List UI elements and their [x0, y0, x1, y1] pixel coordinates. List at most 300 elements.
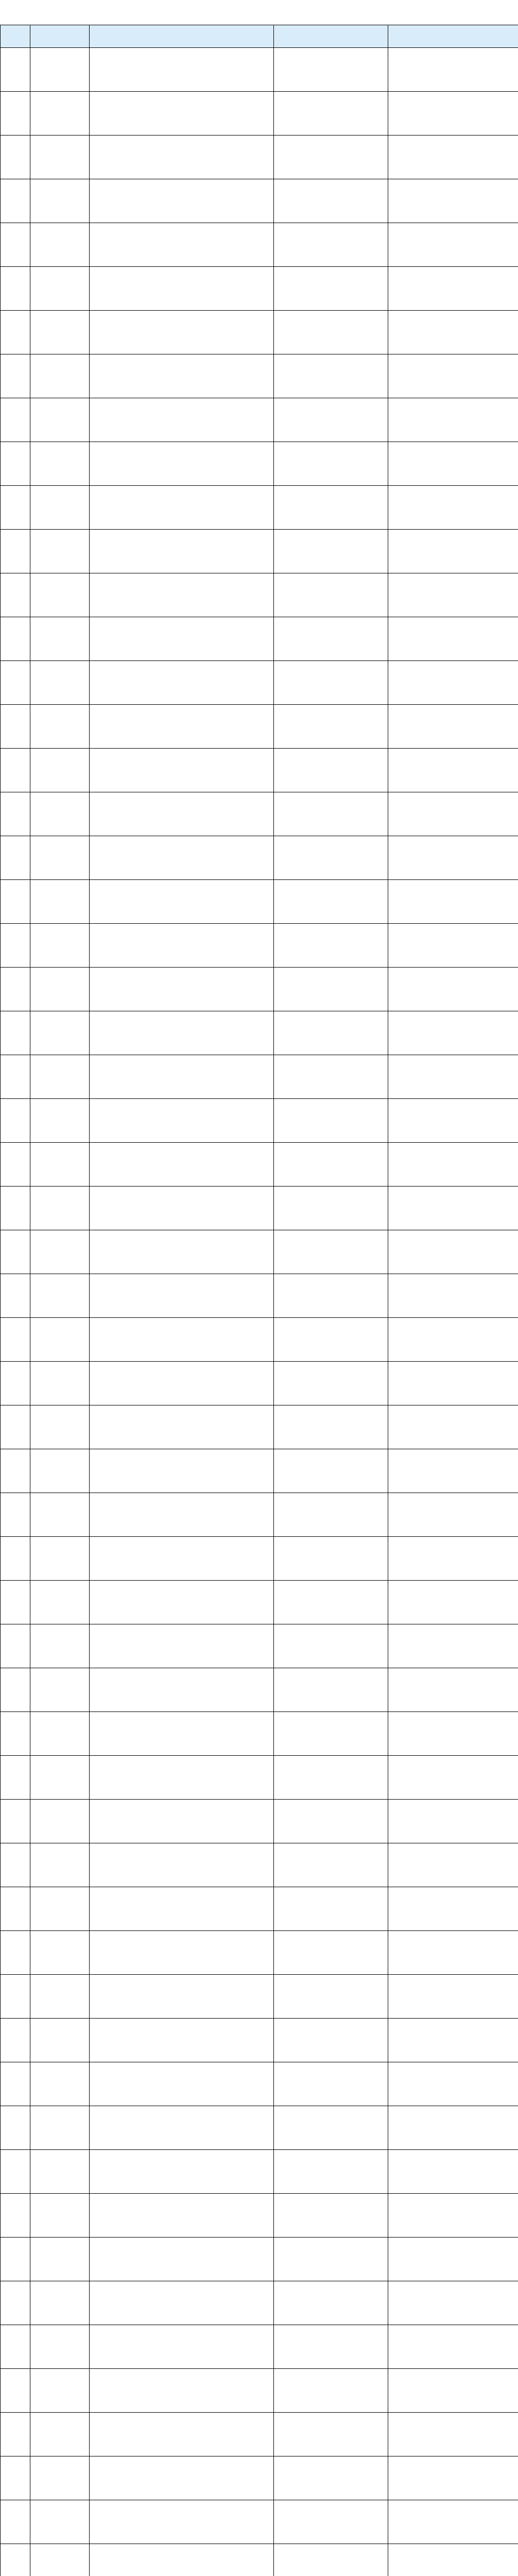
- table-row: [1, 1712, 518, 1756]
- table-row: [1, 1931, 518, 1975]
- cell-batch: [274, 1187, 388, 1230]
- table-row: [1, 2456, 518, 2500]
- cell-index: [1, 617, 30, 661]
- cell-quarter: [388, 530, 518, 573]
- table-row: [1, 2369, 518, 2413]
- cell-quarter: [388, 135, 518, 179]
- cell-batch: [274, 2544, 388, 2576]
- cell-index: [1, 48, 30, 92]
- cell-batch: [274, 442, 388, 486]
- cell-code: [30, 135, 90, 179]
- cell-quarter: [388, 1055, 518, 1099]
- cell-batch: [274, 1581, 388, 1624]
- cell-name: [90, 530, 274, 573]
- cell-name: [90, 1405, 274, 1449]
- cell-index: [1, 1405, 30, 1449]
- cell-batch: [274, 1843, 388, 1887]
- cell-batch: [274, 573, 388, 617]
- cell-quarter: [388, 2062, 518, 2106]
- cell-code: [30, 880, 90, 924]
- cell-name: [90, 1931, 274, 1975]
- cell-batch: [274, 1405, 388, 1449]
- cell-quarter: [388, 1011, 518, 1055]
- cell-name: [90, 1581, 274, 1624]
- cell-name: [90, 2194, 274, 2238]
- cell-name: [90, 749, 274, 792]
- cell-name: [90, 311, 274, 354]
- cell-batch: [274, 486, 388, 530]
- cell-batch: [274, 2413, 388, 2456]
- cell-batch: [274, 2062, 388, 2106]
- cell-name: [90, 2544, 274, 2576]
- cell-index: [1, 135, 30, 179]
- cell-batch: [274, 1887, 388, 1931]
- cell-code: [30, 311, 90, 354]
- cell-name: [90, 1187, 274, 1230]
- cell-index: [1, 2019, 30, 2062]
- cell-quarter: [388, 311, 518, 354]
- cell-batch: [274, 617, 388, 661]
- cell-code: [30, 2062, 90, 2106]
- cell-name: [90, 486, 274, 530]
- cell-batch: [274, 1537, 388, 1581]
- cell-index: [1, 1011, 30, 1055]
- cell-code: [30, 1931, 90, 1975]
- cell-quarter: [388, 573, 518, 617]
- table-row: [1, 661, 518, 705]
- cell-name: [90, 1011, 274, 1055]
- cell-quarter: [388, 1800, 518, 1843]
- cell-index: [1, 1931, 30, 1975]
- cell-index: [1, 2544, 30, 2576]
- cell-code: [30, 354, 90, 398]
- table-row: [1, 2150, 518, 2194]
- cell-name: [90, 2456, 274, 2500]
- cell-index: [1, 92, 30, 135]
- cell-index: [1, 1668, 30, 1712]
- cell-index: [1, 2238, 30, 2281]
- table-body: [1, 48, 518, 2576]
- cell-quarter: [388, 1843, 518, 1887]
- table-row: [1, 1318, 518, 1362]
- cell-index: [1, 1187, 30, 1230]
- cell-name: [90, 1362, 274, 1405]
- cell-quarter: [388, 2019, 518, 2062]
- cell-quarter: [388, 1099, 518, 1143]
- cell-name: [90, 1624, 274, 1668]
- cell-code: [30, 2238, 90, 2281]
- cell-code: [30, 2325, 90, 2369]
- cell-name: [90, 880, 274, 924]
- cell-name: [90, 1493, 274, 1537]
- cell-index: [1, 354, 30, 398]
- cell-index: [1, 2413, 30, 2456]
- table-row: [1, 1274, 518, 1318]
- table-row: [1, 1756, 518, 1800]
- cell-name: [90, 2369, 274, 2413]
- cell-index: [1, 1843, 30, 1887]
- cell-batch: [274, 1624, 388, 1668]
- cell-batch: [274, 1230, 388, 1274]
- table-row: [1, 2325, 518, 2369]
- cell-quarter: [388, 2456, 518, 2500]
- cell-code: [30, 442, 90, 486]
- cell-code: [30, 1011, 90, 1055]
- cell-index: [1, 661, 30, 705]
- cell-index: [1, 2281, 30, 2325]
- cell-name: [90, 1712, 274, 1756]
- data-table: [0, 25, 518, 2576]
- table-row: [1, 2238, 518, 2281]
- cell-index: [1, 2500, 30, 2544]
- cell-quarter: [388, 1493, 518, 1537]
- table-row: [1, 398, 518, 442]
- table-row: [1, 1624, 518, 1668]
- cell-batch: [274, 1712, 388, 1756]
- header-batch: [274, 25, 388, 48]
- cell-quarter: [388, 1537, 518, 1581]
- cell-index: [1, 924, 30, 968]
- cell-batch: [274, 2281, 388, 2325]
- cell-batch: [274, 2369, 388, 2413]
- table-row: [1, 1143, 518, 1187]
- cell-batch: [274, 2500, 388, 2544]
- cell-index: [1, 311, 30, 354]
- cell-batch: [274, 1274, 388, 1318]
- table-row: [1, 1011, 518, 1055]
- table-row: [1, 2194, 518, 2238]
- table-row: [1, 2106, 518, 2150]
- table-row: [1, 179, 518, 223]
- table-row: [1, 1537, 518, 1581]
- table-row: [1, 1493, 518, 1537]
- table-row: [1, 2281, 518, 2325]
- cell-batch: [274, 2019, 388, 2062]
- cell-batch: [274, 661, 388, 705]
- cell-batch: [274, 880, 388, 924]
- table-row: [1, 2413, 518, 2456]
- cell-code: [30, 749, 90, 792]
- table-row: [1, 749, 518, 792]
- cell-code: [30, 48, 90, 92]
- cell-quarter: [388, 836, 518, 880]
- cell-name: [90, 1800, 274, 1843]
- cell-code: [30, 924, 90, 968]
- table-row: [1, 1405, 518, 1449]
- cell-index: [1, 442, 30, 486]
- cell-quarter: [388, 1975, 518, 2019]
- cell-code: [30, 705, 90, 749]
- cell-batch: [274, 1493, 388, 1537]
- cell-code: [30, 1800, 90, 1843]
- cell-quarter: [388, 1624, 518, 1668]
- cell-index: [1, 179, 30, 223]
- cell-name: [90, 661, 274, 705]
- cell-quarter: [388, 1230, 518, 1274]
- cell-name: [90, 1318, 274, 1362]
- cell-code: [30, 1975, 90, 2019]
- cell-batch: [274, 354, 388, 398]
- cell-code: [30, 2281, 90, 2325]
- cell-index: [1, 2106, 30, 2150]
- cell-code: [30, 2456, 90, 2500]
- cell-batch: [274, 1975, 388, 2019]
- cell-name: [90, 1975, 274, 2019]
- cell-index: [1, 1274, 30, 1318]
- cell-code: [30, 2544, 90, 2576]
- table-row: [1, 92, 518, 135]
- cell-index: [1, 1800, 30, 1843]
- cell-quarter: [388, 1931, 518, 1975]
- cell-quarter: [388, 2500, 518, 2544]
- cell-quarter: [388, 924, 518, 968]
- cell-quarter: [388, 442, 518, 486]
- cell-batch: [274, 223, 388, 267]
- cell-name: [90, 1537, 274, 1581]
- cell-index: [1, 1099, 30, 1143]
- cell-name: [90, 1274, 274, 1318]
- cell-name: [90, 179, 274, 223]
- cell-index: [1, 530, 30, 573]
- cell-index: [1, 2194, 30, 2238]
- cell-index: [1, 1362, 30, 1405]
- cell-name: [90, 1756, 274, 1800]
- cell-index: [1, 1055, 30, 1099]
- cell-code: [30, 530, 90, 573]
- cell-quarter: [388, 486, 518, 530]
- cell-code: [30, 1318, 90, 1362]
- cell-quarter: [388, 48, 518, 92]
- cell-batch: [274, 92, 388, 135]
- cell-name: [90, 48, 274, 92]
- table-row: [1, 968, 518, 1011]
- table-row: [1, 880, 518, 924]
- cell-quarter: [388, 792, 518, 836]
- cell-quarter: [388, 880, 518, 924]
- cell-name: [90, 267, 274, 311]
- cell-name: [90, 2500, 274, 2544]
- cell-batch: [274, 924, 388, 968]
- cell-index: [1, 2369, 30, 2413]
- table-row: [1, 2019, 518, 2062]
- cell-quarter: [388, 1581, 518, 1624]
- cell-code: [30, 968, 90, 1011]
- table-row: [1, 2544, 518, 2576]
- cell-batch: [274, 179, 388, 223]
- cell-name: [90, 705, 274, 749]
- cell-quarter: [388, 2106, 518, 2150]
- table-row: [1, 1449, 518, 1493]
- cell-batch: [274, 836, 388, 880]
- cell-quarter: [388, 1887, 518, 1931]
- cell-name: [90, 2281, 274, 2325]
- cell-batch: [274, 968, 388, 1011]
- cell-quarter: [388, 1449, 518, 1493]
- cell-quarter: [388, 1668, 518, 1712]
- cell-index: [1, 1318, 30, 1362]
- cell-quarter: [388, 398, 518, 442]
- cell-code: [30, 1143, 90, 1187]
- cell-index: [1, 1887, 30, 1931]
- cell-name: [90, 2413, 274, 2456]
- cell-name: [90, 442, 274, 486]
- cell-name: [90, 968, 274, 1011]
- cell-index: [1, 2456, 30, 2500]
- cell-batch: [274, 1055, 388, 1099]
- table-row: [1, 530, 518, 573]
- table-row: [1, 1362, 518, 1405]
- cell-code: [30, 1887, 90, 1931]
- cell-index: [1, 880, 30, 924]
- cell-code: [30, 1449, 90, 1493]
- cell-quarter: [388, 2544, 518, 2576]
- cell-quarter: [388, 749, 518, 792]
- cell-name: [90, 1887, 274, 1931]
- cell-code: [30, 486, 90, 530]
- cell-index: [1, 223, 30, 267]
- cell-index: [1, 1493, 30, 1537]
- table-row: [1, 1887, 518, 1931]
- cell-name: [90, 573, 274, 617]
- cell-quarter: [388, 1756, 518, 1800]
- cell-batch: [274, 1800, 388, 1843]
- cell-name: [90, 617, 274, 661]
- cell-code: [30, 1274, 90, 1318]
- cell-quarter: [388, 1187, 518, 1230]
- cell-code: [30, 1712, 90, 1756]
- cell-index: [1, 1581, 30, 1624]
- cell-code: [30, 179, 90, 223]
- cell-batch: [274, 398, 388, 442]
- cell-name: [90, 92, 274, 135]
- cell-code: [30, 1099, 90, 1143]
- cell-code: [30, 223, 90, 267]
- cell-index: [1, 398, 30, 442]
- cell-code: [30, 1055, 90, 1099]
- table-row: [1, 705, 518, 749]
- cell-code: [30, 92, 90, 135]
- header-quarter: [388, 25, 518, 48]
- cell-index: [1, 705, 30, 749]
- cell-index: [1, 1230, 30, 1274]
- cell-index: [1, 1975, 30, 2019]
- cell-batch: [274, 530, 388, 573]
- table-row: [1, 1975, 518, 2019]
- cell-batch: [274, 311, 388, 354]
- cell-name: [90, 135, 274, 179]
- cell-code: [30, 2500, 90, 2544]
- cell-code: [30, 1187, 90, 1230]
- cell-index: [1, 792, 30, 836]
- cell-code: [30, 267, 90, 311]
- table-row: [1, 2062, 518, 2106]
- cell-quarter: [388, 179, 518, 223]
- cell-batch: [274, 267, 388, 311]
- cell-code: [30, 2150, 90, 2194]
- cell-quarter: [388, 2150, 518, 2194]
- cell-batch: [274, 1362, 388, 1405]
- cell-name: [90, 398, 274, 442]
- cell-index: [1, 267, 30, 311]
- table-row: [1, 223, 518, 267]
- cell-index: [1, 2325, 30, 2369]
- cell-code: [30, 2194, 90, 2238]
- cell-batch: [274, 1143, 388, 1187]
- header-name: [90, 25, 274, 48]
- table-row: [1, 1187, 518, 1230]
- cell-code: [30, 1843, 90, 1887]
- cell-quarter: [388, 2413, 518, 2456]
- cell-index: [1, 1537, 30, 1581]
- cell-index: [1, 1449, 30, 1493]
- cell-batch: [274, 705, 388, 749]
- cell-code: [30, 1581, 90, 1624]
- cell-index: [1, 1143, 30, 1187]
- cell-batch: [274, 2194, 388, 2238]
- cell-code: [30, 1493, 90, 1537]
- table-header: [1, 25, 518, 48]
- cell-code: [30, 1668, 90, 1712]
- cell-name: [90, 2325, 274, 2369]
- cell-quarter: [388, 2369, 518, 2413]
- cell-quarter: [388, 705, 518, 749]
- table-row: [1, 924, 518, 968]
- cell-quarter: [388, 2238, 518, 2281]
- cell-quarter: [388, 1712, 518, 1756]
- table-row: [1, 573, 518, 617]
- cell-code: [30, 1756, 90, 1800]
- cell-batch: [274, 749, 388, 792]
- cell-batch: [274, 2150, 388, 2194]
- cell-code: [30, 661, 90, 705]
- cell-batch: [274, 1756, 388, 1800]
- table-row: [1, 792, 518, 836]
- table-row: [1, 1843, 518, 1887]
- cell-code: [30, 2019, 90, 2062]
- cell-name: [90, 1843, 274, 1887]
- cell-batch: [274, 792, 388, 836]
- cell-name: [90, 354, 274, 398]
- cell-name: [90, 1143, 274, 1187]
- cell-index: [1, 1756, 30, 1800]
- cell-index: [1, 2150, 30, 2194]
- cell-index: [1, 2062, 30, 2106]
- cell-quarter: [388, 1362, 518, 1405]
- cell-index: [1, 573, 30, 617]
- table-row: [1, 1099, 518, 1143]
- cell-name: [90, 2106, 274, 2150]
- cell-quarter: [388, 2281, 518, 2325]
- cell-code: [30, 792, 90, 836]
- cell-batch: [274, 2325, 388, 2369]
- cell-quarter: [388, 354, 518, 398]
- cell-quarter: [388, 1405, 518, 1449]
- table-row: [1, 311, 518, 354]
- cell-quarter: [388, 267, 518, 311]
- cell-batch: [274, 135, 388, 179]
- cell-index: [1, 1624, 30, 1668]
- cell-code: [30, 2413, 90, 2456]
- cell-name: [90, 1055, 274, 1099]
- cell-batch: [274, 1011, 388, 1055]
- cell-name: [90, 1449, 274, 1493]
- cell-quarter: [388, 1318, 518, 1362]
- table-row: [1, 617, 518, 661]
- cell-quarter: [388, 2194, 518, 2238]
- table-row: [1, 1800, 518, 1843]
- cell-name: [90, 1668, 274, 1712]
- table-row: [1, 1055, 518, 1099]
